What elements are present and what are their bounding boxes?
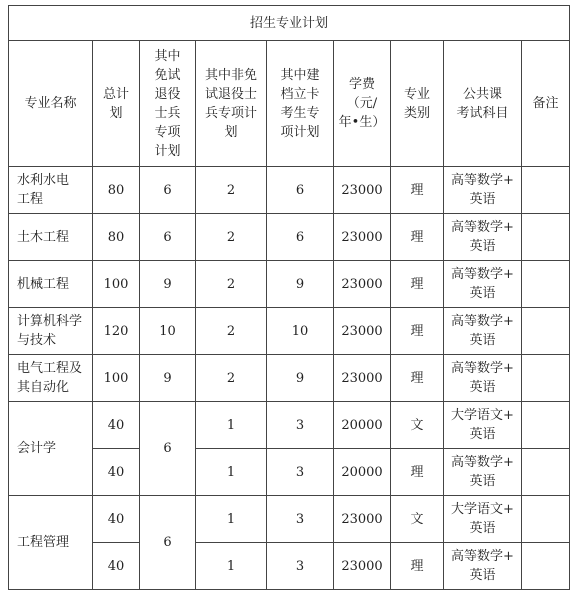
cell-exam: 高等数学+ 英语: [444, 543, 522, 590]
cell-category: 理: [391, 261, 444, 308]
cell-exam: 高等数学+ 英语: [444, 308, 522, 355]
cell-card: 6: [267, 167, 334, 214]
cell-major-name: 水利水电 工程: [9, 167, 93, 214]
cell-remark: [522, 496, 570, 543]
cell-remark: [522, 167, 570, 214]
header-remark: 备注: [522, 41, 570, 167]
header-exempt-soldier-plan: 其中 免试 退役 士兵 专项 计划: [140, 41, 196, 167]
cell-exempt: 9: [140, 261, 196, 308]
cell-major-name: 工程管理: [9, 496, 93, 590]
cell-total: 100: [93, 355, 140, 402]
cell-card: 9: [267, 261, 334, 308]
cell-card: 3: [267, 543, 334, 590]
cell-tuition: 20000: [334, 449, 391, 496]
header-tuition: 学费 （元/ 年•生）: [334, 41, 391, 167]
cell-major-name: 土木工程: [9, 214, 93, 261]
cell-exam: 高等数学+ 英语: [444, 449, 522, 496]
cell-category: 文: [391, 496, 444, 543]
cell-tuition: 23000: [334, 543, 391, 590]
cell-category: 理: [391, 167, 444, 214]
cell-card: 3: [267, 402, 334, 449]
cell-category: 理: [391, 214, 444, 261]
cell-tuition: 20000: [334, 402, 391, 449]
header-exam-subjects: 公共课 考试科目: [444, 41, 522, 167]
cell-total: 40: [93, 496, 140, 543]
table-title: 招生专业计划: [9, 6, 570, 41]
cell-tuition: 23000: [334, 167, 391, 214]
cell-card: 10: [267, 308, 334, 355]
cell-exam: 高等数学+ 英语: [444, 214, 522, 261]
cell-nonexempt: 1: [196, 449, 267, 496]
cell-major-name: 会计学: [9, 402, 93, 496]
cell-card: 3: [267, 496, 334, 543]
cell-category: 理: [391, 308, 444, 355]
table-row: [9, 214, 570, 261]
table-row: [9, 261, 570, 308]
cell-tuition: 23000: [334, 261, 391, 308]
header-card-student-plan: 其中建 档立卡 考生专 项计划: [267, 41, 334, 167]
cell-category: 理: [391, 543, 444, 590]
cell-category: 文: [391, 402, 444, 449]
cell-nonexempt: 2: [196, 261, 267, 308]
cell-total: 100: [93, 261, 140, 308]
cell-tuition: 23000: [334, 308, 391, 355]
cell-nonexempt: 2: [196, 308, 267, 355]
cell-remark: [522, 261, 570, 308]
cell-tuition: 23000: [334, 496, 391, 543]
cell-nonexempt: 2: [196, 167, 267, 214]
header-total-plan: 总计 划: [93, 41, 140, 167]
table-row: [9, 308, 570, 355]
cell-tuition: 23000: [334, 355, 391, 402]
cell-nonexempt: 2: [196, 214, 267, 261]
cell-remark: [522, 449, 570, 496]
cell-exempt: 6: [140, 167, 196, 214]
cell-exam: 高等数学+ 英语: [444, 167, 522, 214]
cell-exempt: 6: [140, 214, 196, 261]
cell-total: 80: [93, 214, 140, 261]
table-row: [9, 496, 570, 543]
header-nonexempt-soldier-plan: 其中非免 试退役士 兵专项计 划: [196, 41, 267, 167]
cell-exempt: 9: [140, 355, 196, 402]
cell-card: 6: [267, 214, 334, 261]
enrollment-plan-table: [8, 5, 570, 590]
cell-exam: 高等数学+ 英语: [444, 261, 522, 308]
header-row: [9, 41, 570, 167]
cell-exam: 大学语文+ 英语: [444, 402, 522, 449]
table-row: [9, 355, 570, 402]
cell-exempt: 6: [140, 496, 196, 590]
cell-total: 40: [93, 543, 140, 590]
cell-nonexempt: 1: [196, 543, 267, 590]
cell-card: 3: [267, 449, 334, 496]
cell-major-name: 电气工程及 其自动化: [9, 355, 93, 402]
cell-category: 理: [391, 449, 444, 496]
cell-category: 理: [391, 355, 444, 402]
table-row: [9, 543, 570, 590]
cell-total: 40: [93, 402, 140, 449]
table-row: [9, 402, 570, 449]
cell-total: 40: [93, 449, 140, 496]
cell-major-name: 机械工程: [9, 261, 93, 308]
header-major-name: 专业名称: [9, 41, 93, 167]
cell-exempt: 10: [140, 308, 196, 355]
header-category: 专业 类别: [391, 41, 444, 167]
cell-total: 80: [93, 167, 140, 214]
table-row: [9, 449, 570, 496]
cell-card: 9: [267, 355, 334, 402]
cell-total: 120: [93, 308, 140, 355]
cell-nonexempt: 1: [196, 402, 267, 449]
cell-tuition: 23000: [334, 214, 391, 261]
cell-nonexempt: 1: [196, 496, 267, 543]
cell-major-name: 计算机科学 与技术: [9, 308, 93, 355]
cell-nonexempt: 2: [196, 355, 267, 402]
cell-remark: [522, 402, 570, 449]
cell-exam: 大学语文+ 英语: [444, 496, 522, 543]
cell-remark: [522, 308, 570, 355]
cell-remark: [522, 355, 570, 402]
cell-exam: 高等数学+ 英语: [444, 355, 522, 402]
table-row: [9, 167, 570, 214]
enrollment-plan-document: [8, 5, 570, 590]
cell-remark: [522, 543, 570, 590]
cell-remark: [522, 214, 570, 261]
cell-exempt: 6: [140, 402, 196, 496]
